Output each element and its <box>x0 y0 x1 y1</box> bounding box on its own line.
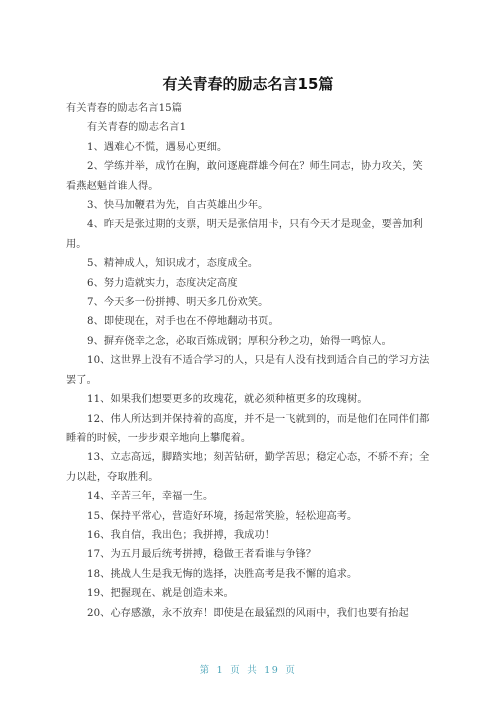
footer-total-label: 共 <box>247 665 259 676</box>
paragraph: 4、昨天是张过期的支票，明天是张信用卡，只有今天才是现金，要善加利用。 <box>66 219 423 250</box>
footer-total-pages: 19 <box>264 665 280 676</box>
paragraph: 11、如果我们想要更多的玫瑰花，就必须种植更多的玫瑰树。 <box>87 394 368 406</box>
footer-total-unit: 页 <box>285 665 297 676</box>
document-body <box>66 99 430 623</box>
document-subtitle: 有关青春的励志名言15篇 <box>66 103 183 114</box>
page-footer <box>0 664 496 678</box>
paragraph: 9、摒弃侥幸之念，必取百炼成钢；厚积分秒之功，始得一鸣惊人。 <box>87 335 392 347</box>
paragraph: 13、立志高远，脚踏实地；刻苦钻研，勤学苦思；稳定心态，不骄不弃；全力以赴，夺取胜利。 <box>66 452 430 483</box>
paragraph: 14、辛苦三年，幸福一生。 <box>87 491 214 503</box>
footer-page-unit: 页 <box>230 665 242 676</box>
paragraph: 7、今天多一份拼搏、明天多几份欢笑。 <box>87 297 269 309</box>
paragraph: 15、保持平常心，营造好环境，扬起常笑脸，轻松迎高考。 <box>87 510 358 522</box>
section-heading: 有关青春的励志名言1 <box>87 122 187 134</box>
footer-page-label: 第 <box>199 665 211 676</box>
footer-page-number: 1 <box>216 665 225 676</box>
paragraph: 5、精神成人，知识成才，态度成全。 <box>87 258 259 270</box>
paragraph: 17、为五月最后统考拼搏，稳做王者看谁与争锋？ <box>87 549 317 561</box>
paragraph: 8、即使现在，对手也在不停地翻动书页。 <box>87 316 279 328</box>
paragraph: 1、遇难心不慌，遇易心更细。 <box>87 141 228 153</box>
paragraph: 12、伟人所达到并保持着的高度，并不是一飞就到的，而是他们在同伴们都睡着的时候，一步步艰辛地向上攀爬着。 <box>66 413 430 444</box>
paragraph: 2、学练并举，成竹在胸，敢问逐鹿群雄今何在？师生同志，协力攻关，笑看燕赵魁首谁人得。 <box>66 161 423 192</box>
paragraph: 16、我自信，我出色；我拼搏，我成功！ <box>87 529 276 541</box>
document-title: 有关青春的励志名言15篇 <box>162 75 334 93</box>
paragraph: 10、这世界上没有不适合学习的人，只是有人没有找到适合自己的学习方法罢了。 <box>66 355 430 386</box>
paragraph: 3、快马加鞭君为先，自古英雄出少年。 <box>87 200 269 212</box>
paragraph: 19、把握现在、就是创造未来。 <box>87 588 234 600</box>
paragraph: 6、努力造就实力，态度决定高度 <box>87 277 238 289</box>
paragraph: 18、挑战人生是我无悔的选择，决胜高考是我不懈的追求。 <box>87 568 358 580</box>
paragraph: 20、心存感激，永不放弃！即使是在最猛烈的风雨中，我们也要有抬起 <box>87 607 409 619</box>
